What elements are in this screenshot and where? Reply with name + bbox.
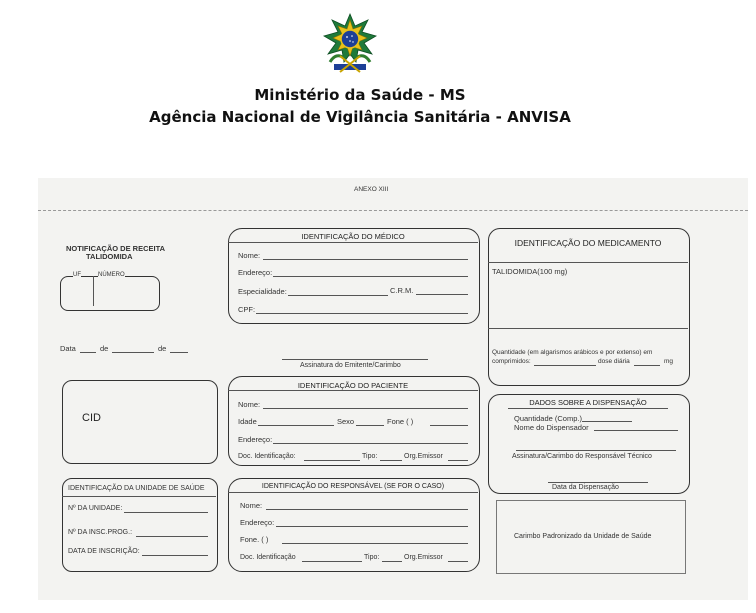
responsible-doc-line (302, 561, 362, 562)
dispensation-data-line (548, 482, 648, 483)
responsible-title-rule (228, 492, 478, 493)
doctor-cpf-label: CPF: (238, 305, 256, 314)
signature-line (282, 359, 428, 360)
brazil-coat-of-arms-icon (322, 12, 378, 82)
medication-quantity-comprimidos: comprimidos: (492, 358, 531, 365)
dispensation-box-title: DADOS SOBRE A DISPENSAÇÃO (529, 398, 647, 407)
cid-label: CID (82, 412, 101, 424)
patient-fone-line (430, 425, 468, 426)
prescription-form-scan (38, 178, 748, 600)
doctor-nome-line (263, 259, 468, 260)
doctor-crm-label: C.R.M. (390, 286, 414, 295)
unit-inscription-date-line (142, 555, 208, 556)
responsible-doc-label: Doc. Identificação (240, 554, 296, 561)
notification-title: NOTIFICAÇÃO DE RECEITA (66, 244, 166, 253)
dispensation-assinatura-line (516, 450, 676, 451)
doctor-box-title: IDENTIFICAÇÃO DO MÉDICO (301, 232, 405, 241)
patient-idade-label: Idade (238, 417, 257, 426)
patient-doc-line (304, 460, 360, 461)
responsible-org-label: Org.Emissor (404, 554, 443, 561)
patient-idade-line (258, 425, 334, 426)
dispensation-quantidade-label: Quantidade (Comp.) (514, 414, 582, 423)
responsible-endereco-label: Endereço: (240, 518, 275, 527)
ministry-heading: Ministério da Saúde - MS (254, 86, 466, 104)
medication-title-rule (488, 262, 688, 263)
date-de-2: de (158, 344, 167, 353)
unit-insc-label: Nº DA INSC.PROG.: (68, 529, 133, 536)
patient-doc-label: Doc. Identificação: (238, 453, 296, 460)
perforation-line (38, 210, 748, 211)
medication-comprimidos-line (534, 365, 596, 366)
unit-number-line (124, 512, 208, 513)
responsible-tipo-line (382, 561, 402, 562)
patient-box-title: IDENTIFICAÇÃO DO PACIENTE (297, 381, 409, 390)
health-unit-title-rule (62, 496, 216, 497)
date-label: Data (60, 344, 76, 353)
medication-dose-line (634, 365, 660, 366)
dispensation-title-rule (508, 408, 668, 409)
responsible-box-title: IDENTIFICAÇÃO DO RESPONSÁVEL (SE FOR O CASO) (261, 483, 445, 490)
patient-title-rule (228, 390, 478, 391)
responsible-tipo-label: Tipo: (364, 554, 380, 561)
responsible-nome-line (266, 509, 468, 510)
unit-number-label: Nº DA UNIDADE: (68, 505, 123, 512)
responsible-fone-line (282, 543, 468, 544)
patient-tipo-label: Tipo: (362, 453, 378, 460)
unit-insc-line (136, 536, 208, 537)
responsible-endereco-line (276, 526, 468, 527)
patient-endereco-line (273, 443, 468, 444)
stamp-label: Carimbo Padronizado da Unidade de Saúde (514, 533, 652, 540)
annex-label: ANEXO XIII (354, 186, 389, 193)
doctor-cpf-line (256, 313, 468, 314)
patient-sexo-label: Sexo (337, 417, 355, 426)
uf-label: UF (73, 272, 81, 278)
medication-mid-rule (488, 328, 688, 329)
dispensation-quantidade-line (582, 421, 632, 422)
medication-dose-label: dose diária (598, 358, 630, 365)
signature-label: Assinatura do Emitente/Carimbo (300, 362, 401, 369)
dispensation-data-label: Data da Dispensação (552, 484, 619, 491)
doctor-crm-line (416, 294, 468, 295)
dispensation-box (488, 394, 690, 494)
patient-nome-label: Nome: (238, 400, 261, 409)
dispensation-dispensador-line (594, 430, 678, 431)
responsible-nome-label: Nome: (240, 501, 263, 510)
uf-divider (93, 276, 94, 306)
medication-box-title: IDENTIFICAÇÃO DO MEDICAMENTO (514, 238, 662, 248)
numero-label: NÚMERO (98, 272, 125, 278)
doctor-endereco-line (273, 276, 468, 277)
patient-endereco-label: Endereço: (238, 435, 273, 444)
patient-sexo-line (356, 425, 384, 426)
uf-number-box (60, 276, 160, 311)
patient-fone-label: Fone ( ) (387, 417, 414, 426)
responsible-fone-label: Fone. ( ) (240, 535, 269, 544)
date-month-line (112, 352, 154, 353)
doctor-especialidade-line (288, 295, 388, 296)
patient-org-line (448, 460, 468, 461)
doctor-especialidade-label: Especialidade: (238, 287, 287, 296)
dispensation-dispensador-label: Nome do Dispensador (514, 423, 589, 432)
agency-heading: Agência Nacional de Vigilância Sanitária - ANVISA (149, 108, 571, 126)
medication-drug: TALIDOMIDA(100 mg) (492, 267, 568, 276)
medication-quantity-line1: Quantidade (em algarismos arábicos e por extenso) em (492, 349, 653, 356)
patient-org-label: Org.Emissor (404, 453, 443, 460)
dispensation-assinatura-label: Assinatura/Carimbo do Responsável Técnico (512, 453, 652, 460)
patient-nome-line (263, 408, 468, 409)
health-unit-title: IDENTIFICAÇÃO DA UNIDADE DE SAÚDE (68, 485, 205, 492)
date-year-line (170, 352, 188, 353)
doctor-endereco-label: Endereço: (238, 268, 273, 277)
notification-subtitle: TALIDOMIDA (86, 252, 133, 261)
date-de-1: de (100, 344, 109, 353)
health-unit-box (62, 478, 218, 572)
patient-tipo-line (380, 460, 402, 461)
unit-inscription-date-label: DATA DE INSCRIÇÃO: (68, 548, 140, 555)
doctor-nome-label: Nome: (238, 251, 261, 260)
medication-mg-label: mg (664, 358, 674, 365)
date-day-line (80, 352, 96, 353)
responsible-org-line (448, 561, 468, 562)
doctor-title-rule (228, 242, 478, 243)
